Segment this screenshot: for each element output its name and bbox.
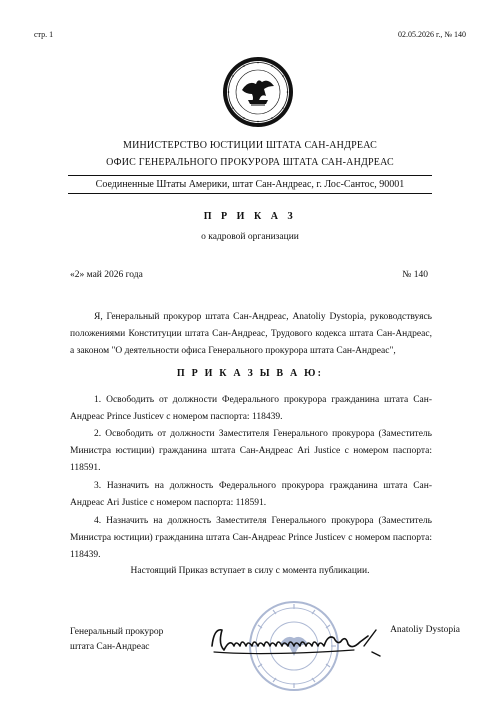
- office-name: ОФИС ГЕНЕРАЛЬНОГО ПРОКУРОРА ШТАТА САН-АНДРЕАС: [106, 157, 394, 168]
- preamble-paragraph: Я, Генеральный прокурор штата Сан-Андреас, Anatoliy Dystopia, руководствуясь положениями Конституции штата Сан-Андреас, Трудового кодекса штата Сан-Андреас, а законом "О деятельности офиса Генерального прокурора штата Сан-Андреас",: [70, 312, 432, 356]
- document-number: № 140: [402, 270, 428, 280]
- handwritten-signature: [204, 616, 384, 660]
- document-subtitle: о кадровой организации: [201, 232, 299, 242]
- effect-statement: Настоящий Приказ вступает в силу с момента публикации.: [130, 566, 370, 576]
- document-date: «2» май 2026 года: [70, 270, 143, 280]
- order-item-2: 2. Освободить от должности Заместителя Генерального прокурора (Заместитель Министра юстиции) гражданина штата Сан-Андреас Ari Justice с номером паспорта: 118591.: [70, 429, 432, 473]
- header-date-number: 02.05.2026 г., № 140: [397, 30, 466, 39]
- signatory-name: Anatoliy Dystopia: [390, 625, 460, 635]
- document-title: П Р И К А З: [203, 211, 297, 222]
- address-bar: Соединенные Штаты Америки, штат Сан-Андреас, г. Лос-Сантос, 90001: [68, 175, 432, 194]
- page-number: стр. 1: [34, 30, 54, 39]
- order-item-1: 1. Освободить от должности Федерального прокурора гражданина штата Сан-Андреас Prince Justicev с номером паспорта: 118439.: [70, 395, 432, 422]
- order-item-4: 4. Назначить на должность Заместителя Генерального прокурора (Заместитель Министра юстиции) гражданина штата Сан-Андреас Prince Justicev с номером паспорта: 118439.: [70, 516, 432, 560]
- signatory-position-line2: штата Сан-Андреас: [70, 642, 150, 652]
- signatory-position: [70, 625, 163, 655]
- ministry-name: МИНИСТЕРСТВО ЮСТИЦИИ ШТАТА САН-АНДРЕАС: [123, 140, 377, 151]
- signatory-position-line1: Генеральный прокурор: [70, 627, 164, 637]
- doj-seal-icon: [222, 56, 294, 128]
- order-heading: П Р И К А З Ы В А Ю:: [176, 368, 324, 379]
- order-item-3: 3. Назначить на должность Федерального прокурора гражданина штата Сан-Андреас Ari Justice с номером паспорта: 118591.: [70, 481, 432, 508]
